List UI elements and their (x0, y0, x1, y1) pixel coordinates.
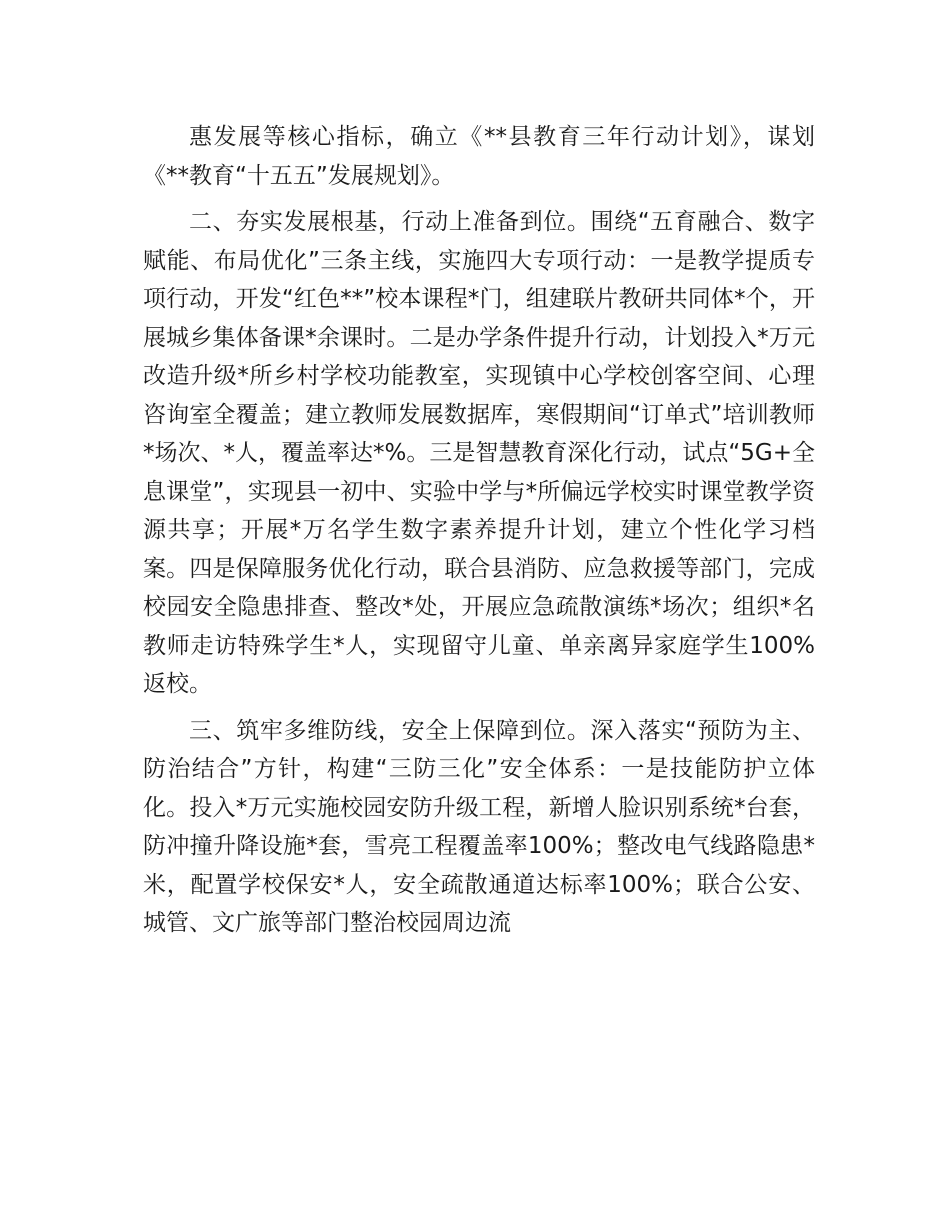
paragraph-section-two: 二、夯实发展根基，行动上准备到位。围绕“五育融合、数字赋能、布局优化”三条主线，实施四大专项行动：一是教学提质专项行动，开发“红色**”校本课程*门，组建联片教研共同体*个，开展城乡集体备课*余课时。二是办学条件提升行动，计划投入*万元改造升级*所乡村学校功能教室，实现镇中心学校创客空间、心理咨询室全覆盖；建立教师发展数据库，寒假期间“订单式”培训教师*场次、*人，覆盖率达*%。三是智慧教育深化行动，试点“5G+全息课堂”，实现县一初中、实验中学与*所偏远学校实时课堂教学资源共享；开展*万名学生数字素养提升计划，建立个性化学习档案。四是保障服务优化行动，联合县消防、应急救援等部门，完成校园安全隐患排查、整改*处，开展应急疏散演练*场次；组织*名教师走访特殊学生*人，实现留守儿童、单亲离异家庭学生100%返校。 (143, 209, 815, 697)
document-body (143, 118, 815, 943)
paragraph-continuation: 惠发展等核心指标，确立《**县教育三年行动计划》，谋划《**教育“十五五”发展规划》。 (143, 124, 815, 189)
paragraph-section-three: 三、筑牢多维防线，安全上保障到位。深入落实“预防为主、防治结合”方针，构建“三防三化”安全体系：一是技能防护立体化。投入*万元实施校园安防升级工程，新增人脸识别系统*台套，防冲撞升降设施*套，雪亮工程覆盖率100%；整改电气线路隐患*米，配置学校保安*人，安全疏散通道达标率100%；联合公安、城管、文广旅等部门整治校园周边流 (143, 717, 815, 936)
